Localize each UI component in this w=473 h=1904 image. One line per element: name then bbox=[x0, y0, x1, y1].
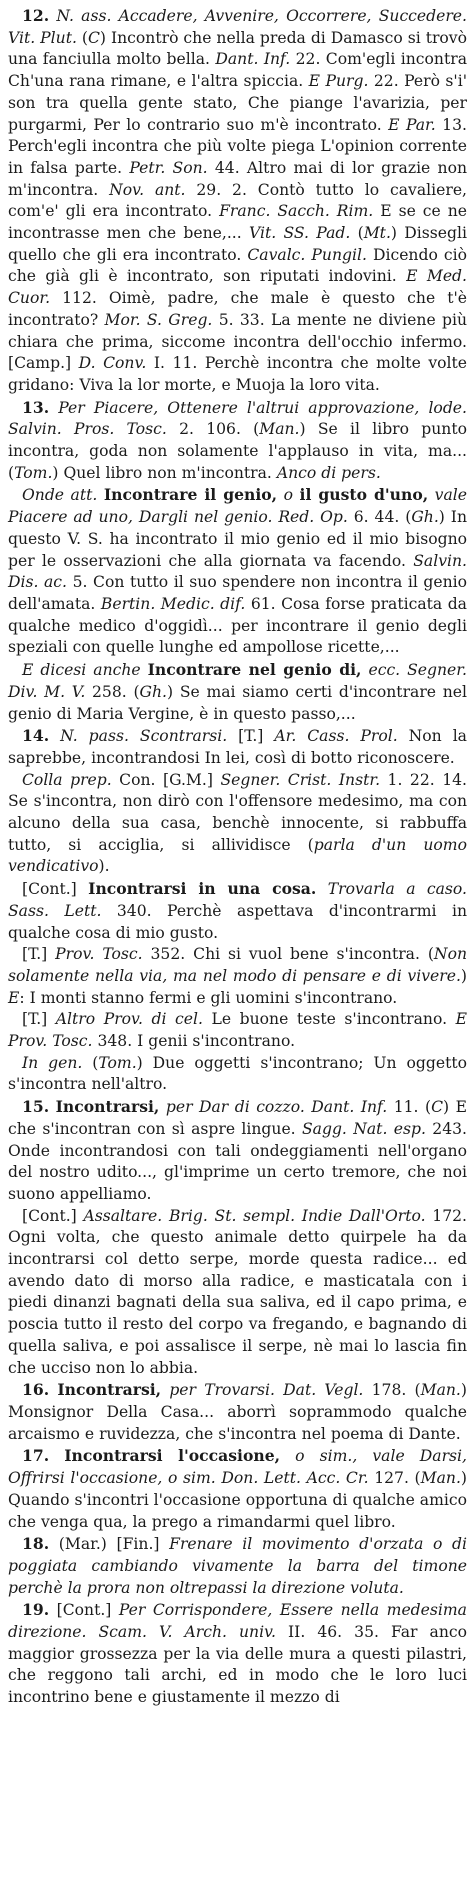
entry-text: N. pass. Scontrarsi. [T.] Ar. Cass. Prol. Non la saprebbe, incontrandosi In lei, così di botto riconoscere. bbox=[8, 727, 467, 767]
entry-text: [T.] Prov. Tosc. 352. Chi si vuol bene s'incontra. (Non solamente nella via, ma nel modo di pensare e di vivere.) E: I monti stanno fermi e gli uomini s'incontrano. bbox=[8, 945, 467, 1007]
entry-13-incontrare-il-genio bbox=[8, 484, 467, 659]
entry-text: [T.] Altro Prov. di cel. Le buone teste s'incontrano. E Prov. Tosc. 348. I genii s'incontrano. bbox=[8, 1010, 467, 1051]
entry-12 bbox=[8, 5, 467, 397]
entry-number: 13. bbox=[22, 397, 50, 417]
entry-text: [Cont.] Incontrarsi in una cosa. Trovarla a caso. Sass. Lett. 340. Perchè aspettava d'incontrarmi in qualche cosa di mio gusto. bbox=[8, 879, 467, 942]
entry-text: Incontrarsi, per Dar di cozzo. Dant. Inf. 11. (C) E che s'incontran con sì aspre lingue. Sagg. Nat. esp. 243. Onde incontrandosi con tali ondeggiamenti nell'organo del nostro udito..., gl'imprime un certo tremore, che noi suono appelliamo. bbox=[8, 1097, 467, 1203]
entry-text: Colla prep. Con. [G.M.] Segner. Crist. Instr. 1. 22. 14. Se s'incontra, non dirò con l'offensore medesimo, ma con alcuno della sua casa, benchè innocente, si rabbuffa tutto, si acciglia, si allividisce (parla d'un uomo vendicativo). bbox=[8, 770, 467, 876]
entry-number: 16. bbox=[22, 1380, 50, 1400]
entry-text: E dicesi anche Incontrare nel genio di, ecc. Segner. Div. M. V. 258. (Gh.) Se mai siamo certi d'incontrare nel genio di Maria Vergine, è in questo passo,... bbox=[8, 660, 467, 723]
entry-number: 18. bbox=[22, 1534, 50, 1554]
entry-text: Per Piacere, Ottenere l'altrui approvazione, lode. Salvin. Pros. Tosc. 2. 106. (Man.) Se il libro punto incontra, goda non solamente l'applauso in vita, ma... (Tom.) Quel libro non m'incontra. Anco di pers. bbox=[8, 398, 467, 482]
entry-14-altro-prov bbox=[8, 1009, 467, 1052]
entry-15 bbox=[8, 1096, 467, 1206]
entry-number: 12. bbox=[22, 6, 50, 25]
entry-text: Incontrarsi, per Trovarsi. Dat. Vegl. 178. (Man.) Monsignor Della Casa... aborrì soprammodo qualche arcaismo e ruvidezza, che s'incontra nel poema di Dante. bbox=[8, 1380, 467, 1443]
entry-13 bbox=[8, 397, 467, 485]
entry-13-incontrare-nel-genio bbox=[8, 659, 467, 725]
entry-text: [Cont.] Per Corrispondere, Essere nella medesima direzione. Scam. V. Arch. univ. II. 46. 35. Far anco maggior grossezza per la via delle mura a questi pilastri, che reggono tali archi, ed in modo che le loro luci incontrino bene e giustamente il mezzo di bbox=[8, 1601, 467, 1707]
entry-text: In gen. (Tom.) Due oggetti s'incontrano; Un oggetto s'incontra nell'altro. bbox=[8, 1053, 468, 1094]
entry-text: (Mar.) [Fin.] Frenare il movimento d'orzata o di poggiata cambiando vivamente la barra del timone perchè la prora non oltrepassi la direzione voluta. bbox=[8, 1535, 467, 1597]
entry-14-prov-tosc-352 bbox=[8, 944, 467, 1009]
entry-15-assaltare bbox=[8, 1206, 467, 1380]
entry-14-colla-prep bbox=[8, 770, 467, 879]
entry-14-incontrarsi-in-una-cosa bbox=[8, 878, 467, 944]
entry-text: [Cont.] Assaltare. Brig. St. sempl. Indie Dall'Orto. 172. Ogni volta, che questo animale detto quirpele ha da incontrarsi col detto serpe, morde questa radice... ed avendo dato di morso alla radice, e masticatala con i piedi dinanzi bagnati della sua saliva, ed il capo prima, e poscia tutto il resto del corpo va fregando, e bagnando di quella saliva, e poi assalisce il serpe, nè mai lo lascia fin che ucciso non lo abbia. bbox=[8, 1206, 468, 1377]
entry-16 bbox=[8, 1379, 467, 1445]
entry-text: Onde att. Incontrare il genio, o il gusto d'uno, vale Piacere ad uno, Dargli nel genio. Red. Op. 6. 44. (Gh.) In questo V. S. ha incontrato il mio genio ed il mio bisogno per le osservazioni che alla giornata va facendo. Salvin. Dis. ac. 5. Con tutto il suo spendere non incontra il genio dell'amata. Bertin. Medic. dif. 61. Cosa forse praticata da qualche medico d'oggidì... per incontrare il genio degli speziali con quelle lunghe ed ampollose ricette,... bbox=[8, 485, 467, 657]
entry-number: 17. bbox=[22, 1446, 50, 1466]
entry-number: 14. bbox=[22, 726, 50, 746]
entry-text: N. ass. Accadere, Avvenire, Occorrere, Succedere. Vit. Plut. (C) Incontrò che nella preda di Damasco si trovò una fanciulla molto bella. Dant. Inf. 22. Com'egli incontra Ch'una rana rimane, e l'altra spiccia. E Purg. 22. Però s'i' son tra quella gente stato, Che piange l'avarizia, per purgarmi, Per lo contrario suo m'è incontrato. E Par. 13. Perch'egli incontra che più volte piega L'opinion corrente in falsa parte. Petr. Son. 44. Altro mai di lor grazie non m'incontra. Nov. ant. 29. 2. Contò tutto lo cavaliere, com'e' gli era incontrato. Franc. Sacch. Rim. E se ce ne incontrasse men che bene,... Vit. SS. Pad. (Mt.) Dissegli quello che gli era incontrato. Cavalc. Pungil. Dicendo ciò che già gli è incontrato, son riputati indovini. E Med. Cuor. 112. Oimè, padre, che male è questo che t'è incontrato? Mor. S. Greg. 5. 33. La mente ne diviene più chiara che prima, siccome incontra dell'occhio infermo. [Camp.] D. Conv. I. 11. Perchè incontra che molte volte gridano: Viva la lor morte, e Muoja la loro vita. bbox=[8, 7, 468, 394]
entry-19 bbox=[8, 1599, 467, 1709]
entry-14 bbox=[8, 725, 467, 769]
entry-17 bbox=[8, 1445, 467, 1533]
entry-text: Incontrarsi l'occasione, o sim., vale Darsi, Offrirsi l'occasione, o sim. Don. Lett. Acc. Cr. 127. (Man.) Quando s'incontri l'occasione opportuna di qualche amico che venga qua, la prego a rimandarmi quel libro. bbox=[8, 1446, 467, 1531]
entry-14-in-gen bbox=[8, 1053, 467, 1096]
entry-number: 15. bbox=[22, 1097, 50, 1117]
entry-18 bbox=[8, 1533, 467, 1599]
entry-number: 19. bbox=[22, 1600, 50, 1620]
